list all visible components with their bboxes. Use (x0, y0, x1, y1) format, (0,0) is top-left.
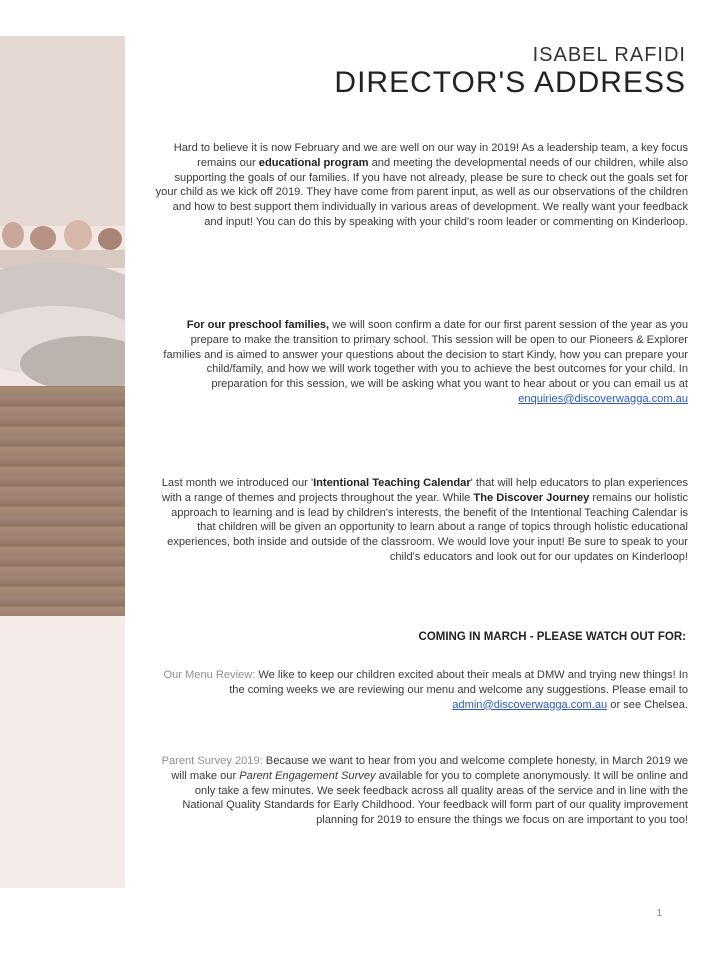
photo-wall (0, 36, 125, 226)
para2-bold: For our preschool families, (186, 319, 330, 331)
para3-text-cont: ' that will help educators to plan experiences with a range of themes and projects throughout the year. While (162, 477, 688, 504)
parent-survey-label: Parent Survey 2019: (161, 755, 263, 767)
page-number: 1 (656, 908, 662, 919)
para1-text: Hard to believe it is now February and we are well on our way in 2019! As a leadership team, a key focus remains our (173, 142, 688, 169)
paragraph-parent-survey (154, 754, 688, 828)
para2-text: we will soon confirm a date for our first parent session of the year as you prepare to make the transition to primary school. This session will be open to our Pioneers & Explorer families and is aimed to answer your questions about the decision to start Kindy, how you can prepare your child/family, and how we will work together with you to achieve the best outcomes for your child. In preparation for this session, we will be asking what you want to hear about or you can email us at (163, 319, 688, 391)
para3-text: Last month we introduced our ' (161, 477, 314, 489)
para5-text: Because we want to hear from you and welcome complete honesty, in March 2019 we will make our (171, 755, 688, 782)
admin-email-link[interactable]: admin@discoverwagga.com.au (452, 698, 608, 711)
classroom-photo (0, 36, 125, 888)
photo-toy (64, 220, 92, 250)
photo-floor (0, 386, 125, 616)
photo-toy (98, 228, 122, 250)
paragraph-educational-program (154, 141, 688, 230)
para3-bold-calendar: Intentional Teaching Calendar (313, 477, 471, 489)
title-block (334, 44, 686, 100)
coming-in-march-heading: COMING IN MARCH - PLEASE WATCH OUT FOR: (418, 631, 686, 643)
photo-lower-panel (0, 616, 125, 888)
author-name: ISABEL RAFIDI (532, 44, 686, 66)
photo-toy (30, 226, 56, 250)
paragraph-preschool-families (154, 318, 688, 407)
para3-text-end: remains our holistic approach to learning and is lead by children's interests, the benefit of the Intentional Teaching Calendar is that children will be given an opportunity to learn about a range of topics through holistic educational experiences, both inside and outside of the classroom. We would love your input! Be sure to speak to your child's educators and look out for our updates on Kinderloop! (167, 491, 688, 563)
menu-review-label: Our Menu Review: (163, 669, 256, 681)
para5-text-end: available for you to complete anonymously. It will be online and only take a few minutes. We seek feedback across all quality areas of the service and in line with the National Quality Standards for Early Childhood. Your feedback will form part of our quality improvement planning for 2019 to ensure the things we focus on are important to you too! (182, 769, 688, 827)
para4-text: We like to keep our children excited about their meals at DMW and trying new things! In the coming weeks we are reviewing our menu and welcome any suggestions. Please email to (229, 669, 688, 696)
enquiries-email-link[interactable]: enquiries@discoverwagga.com.au (518, 392, 688, 405)
photo-rug (20, 336, 125, 391)
para1-bold: educational program (258, 156, 369, 169)
para3-bold-journey: The Discover Journey (473, 491, 590, 504)
page-title: DIRECTOR'S ADDRESS (334, 66, 686, 99)
photo-toy (2, 222, 24, 248)
para4-text-end: or see Chelsea. (607, 698, 688, 711)
paragraph-menu-review (154, 668, 688, 712)
paragraph-teaching-calendar (154, 476, 688, 565)
para1-text-cont: and meeting the developmental needs of our children, while also supporting the goals of our families. If you have not already, please be sure to check out the goals set for your child as we kick off 2019. They have come from parent input, as well as our observations of the children and how to best support them individually in various areas of development. We really want your feedback and input! You can do this by speaking with your child's room leader or commenting on Kinderloop. (155, 156, 688, 228)
parent-engagement-survey-italic: Parent Engagement Survey (239, 769, 376, 782)
